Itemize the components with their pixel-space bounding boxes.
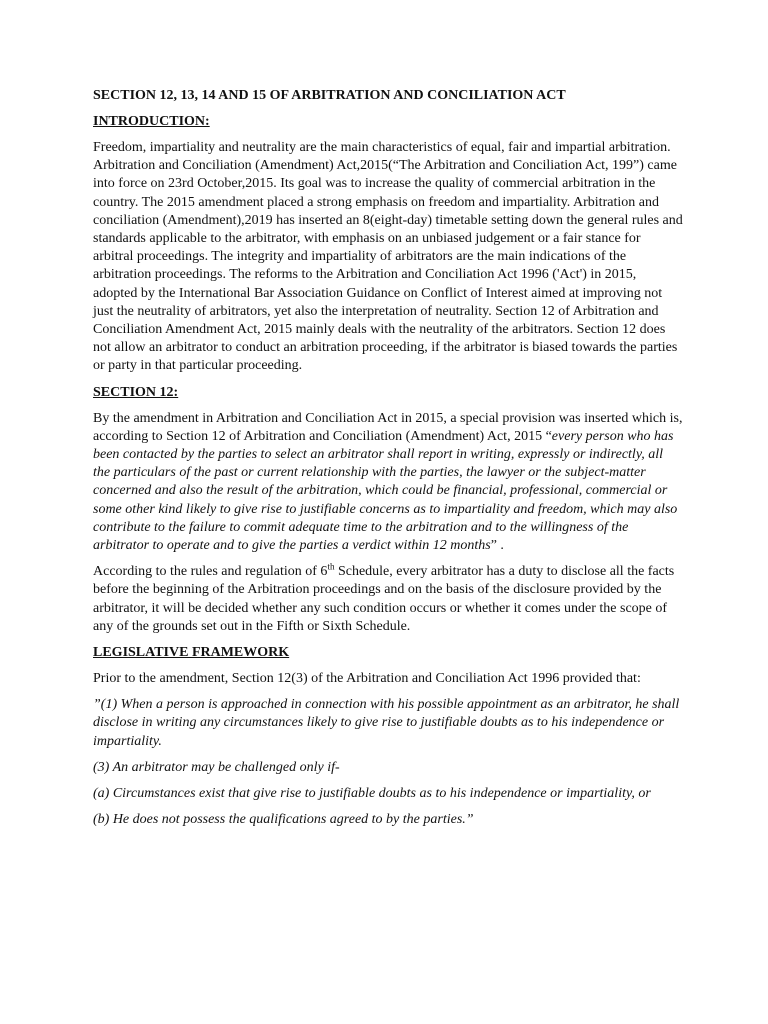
- legislative-intro: Prior to the amendment, Section 12(3) of the Arbitration and Conciliation Act 1996 provided that:: [93, 671, 641, 687]
- schedule-text-b: Schedule, every arbitrator has a duty to disclose all the facts before the beginning of the Arbitration proceedings and on the basis of the disclosure provided by the arbitrator, it will be decided whether any such condition occurs or whether it comes under the scope of any of the grounds set out in the Fifth or Sixth Schedule.: [93, 564, 675, 634]
- section12-paragraph-1: [93, 410, 683, 556]
- introduction-heading: INTRODUCTION:: [93, 114, 210, 129]
- section12-quote-text: every person who has been contacted by the parties to select an arbitrator shall report in writing, expressly or indirectly, all the particulars of the past or current relationship with the parties, the lawyer or the subject-matter concerned and also the result of the arbitration, which could be financial, professional, commercial or some other kind likely to give rise to justifiable concerns as to impartiality and freedom, which may also contribute to the failure to commit adequate time to the arbitration and to the willingness of the arbitrator to operate and to give the parties a verdict within 12 months: [93, 428, 678, 554]
- section12-quote-close: ” .: [490, 538, 504, 554]
- quote-clause-3: (3) An arbitrator may be challenged only if-: [93, 759, 340, 775]
- section12-paragraph-2: [93, 563, 683, 636]
- quote-clause-b: (b) He does not possess the qualifications agreed to by the parties.”: [93, 812, 474, 828]
- document-title: SECTION 12, 13, 14 AND 15 OF ARBITRATION AND CONCILIATION ACT: [93, 88, 566, 103]
- section12-heading: SECTION 12:: [93, 384, 179, 400]
- quote-clause-a: (a) Circumstances exist that give rise to justifiable doubts as to his independence or impartiality, or: [93, 786, 651, 802]
- schedule-text-a: According to the rules and regulation of 6: [93, 564, 328, 580]
- ordinal-suffix: th: [327, 561, 335, 572]
- section12-lead-text: By the amendment in Arbitration and Conciliation Act in 2015, a special provision was inserted which is, according to Section 12 of Arbitration and Conciliation (Amendment) Act, 2015 “: [93, 410, 683, 444]
- introduction-paragraph: Freedom, impartiality and neutrality are the main characteristics of equal, fair and impartial arbitration. Arbitration and Conciliation (Amendment) Act,2015(“The Arbitration and Conciliation Act, 199”) came into force on 23rd October,2015. Its goal was to increase the quality of commercial arbitration in the country. The 2015 amendment placed a strong emphasis on freedom and impartiality. Arbitration and conciliation (Amendment),2019 has inserted an 8(eight-day) timetable setting down the general rules and standards applicable to the arbitrator, with emphasis on an unbiased judgement or a fair stance for arbitral proceedings. The integrity and impartiality of arbitrators are the main indications of the arbitration proceedings. The reforms to the Arbitration and Conciliation Act 1996 ('Act') in 2015, adopted by the International Bar Association Guidance on Conflict of Interest aimed at improving not just the neutrality of arbitrators, yet also the interpretation of neutrality. Section 12 of Arbitration and Conciliation Amendment Act, 2015 mainly deals with the neutrality of the arbitrators. Section 12 does not allow an arbitrator to conduct an arbitration proceeding, if the arbitrator is biased towards the parties or party in that particular proceeding.: [93, 140, 683, 374]
- document-page: [93, 87, 683, 838]
- legislative-framework-heading: LEGISLATIVE FRAMEWORK: [93, 645, 290, 661]
- quote-clause-1: ”(1) When a person is approached in connection with his possible appointment as an arbitrator, he shall disclose in writing any circumstances likely to give rise to justifiable doubts as to his independence or impartiality.: [93, 697, 680, 749]
